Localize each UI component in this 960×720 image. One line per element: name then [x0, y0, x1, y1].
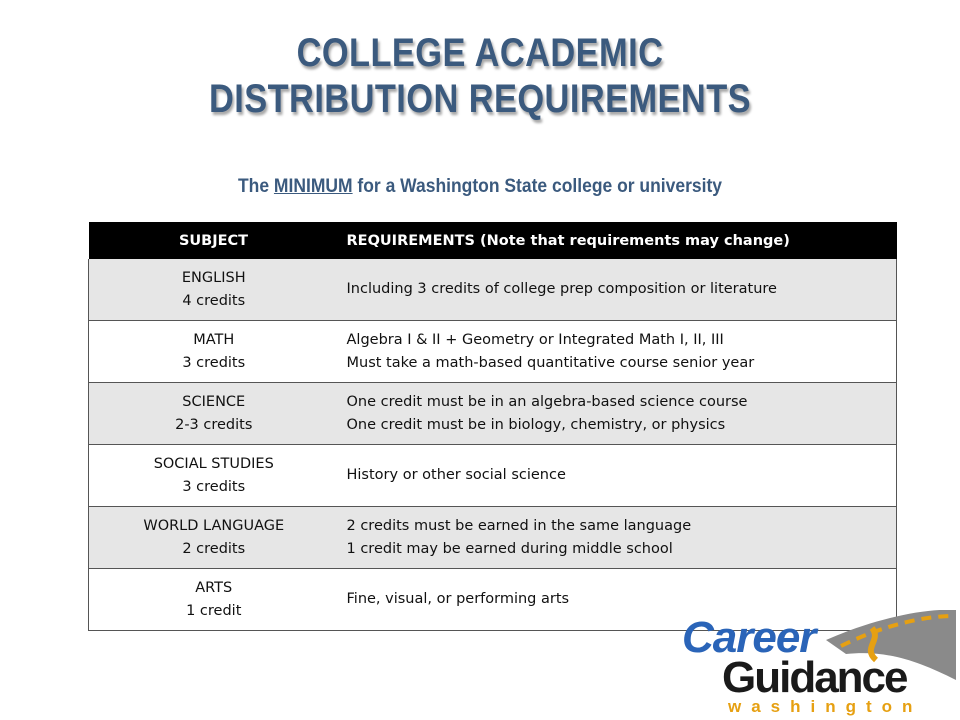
- table-row-english: [89, 259, 897, 321]
- requirement-cell: [339, 445, 897, 507]
- subject-credits: 2 credits: [182, 540, 246, 557]
- requirement-cell: [339, 383, 897, 445]
- requirement-line: 2 credits must be earned in the same language: [346, 517, 692, 534]
- page-title-line1: COLLEGE ACADEMIC: [296, 31, 664, 75]
- requirement-cell: [339, 507, 897, 569]
- subject-cell: [89, 321, 339, 383]
- logo-guidance-text: Guidance: [722, 653, 907, 702]
- requirement-cell: [339, 259, 897, 321]
- page-title: [67, 30, 893, 122]
- requirements-column-header: REQUIREMENTS (Note that requirements may change): [339, 222, 897, 259]
- page-title-line2: DISTRIBUTION REQUIREMENTS: [208, 77, 752, 121]
- subject-cell: [89, 259, 339, 321]
- table-header-row: [89, 222, 897, 259]
- requirement-line: One credit must be in an algebra-based science course: [346, 393, 748, 410]
- table-row-world-language: [89, 507, 897, 569]
- subject-credits: 2-3 credits: [175, 416, 253, 433]
- requirement-line: Fine, visual, or performing arts: [346, 591, 570, 607]
- subject-credits: 1 credit: [186, 602, 242, 619]
- requirement-line: 1 credit may be earned during middle school: [346, 540, 673, 557]
- table-row-math: [89, 321, 897, 383]
- table-row-social-studies: [89, 445, 897, 507]
- subject-credits: 3 credits: [182, 354, 246, 371]
- requirement-line: One credit must be in biology, chemistry, or physics: [346, 416, 726, 433]
- subject-name: WORLD LANGUAGE: [143, 517, 285, 534]
- subject-credits: 3 credits: [182, 478, 246, 495]
- subject-name: ARTS: [195, 579, 233, 596]
- career-guidance-logo: [676, 610, 956, 718]
- requirements-table: [88, 222, 897, 631]
- subtitle: [38, 176, 921, 198]
- requirement-line: Must take a math-based quantitative course senior year: [346, 354, 755, 371]
- subtitle-prefix: The: [237, 176, 274, 197]
- logo-career-text: Career: [682, 613, 816, 662]
- subject-credits: 4 credits: [182, 292, 246, 309]
- subject-cell: [89, 445, 339, 507]
- requirement-line: History or other social science: [346, 467, 566, 483]
- subject-name: SOCIAL STUDIES: [153, 455, 274, 472]
- logo-washington-text: washington: [728, 697, 923, 716]
- requirement-cell: [339, 321, 897, 383]
- subtitle-emphasis: MINIMUM: [273, 176, 353, 197]
- subject-cell: [89, 569, 339, 631]
- table-row-science: [89, 383, 897, 445]
- subject-column-header: SUBJECT: [89, 222, 339, 259]
- subject-cell: [89, 383, 339, 445]
- subject-name: SCIENCE: [182, 393, 246, 410]
- subject-name: MATH: [193, 331, 235, 348]
- subtitle-suffix: for a Washington State college or university: [352, 176, 723, 197]
- requirement-line: Algebra I & II + Geometry or Integrated Math I, II, III: [346, 331, 724, 348]
- subject-cell: [89, 507, 339, 569]
- subject-name: ENGLISH: [181, 269, 246, 286]
- requirement-line: Including 3 credits of college prep composition or literature: [346, 281, 777, 297]
